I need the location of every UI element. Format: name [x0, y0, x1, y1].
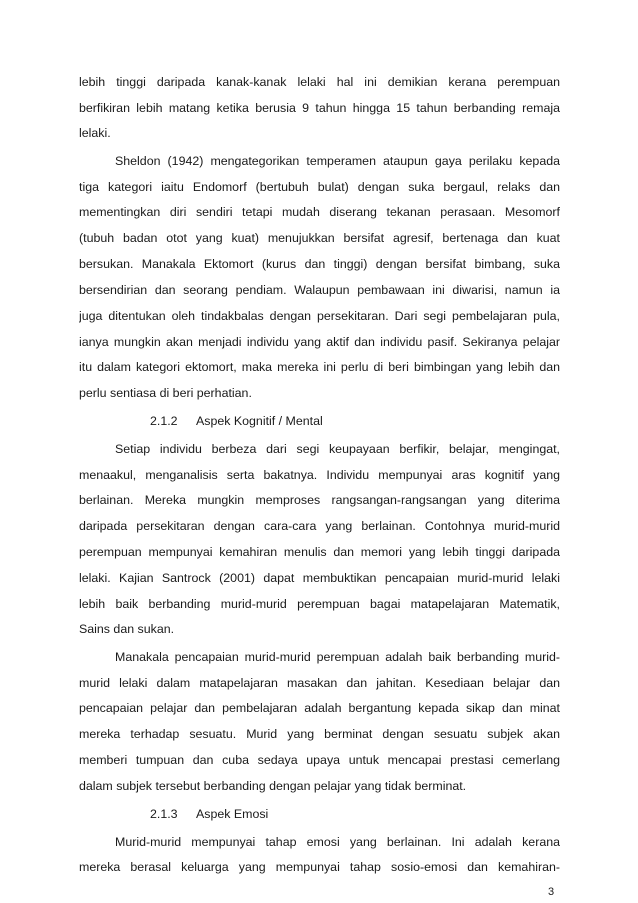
page-number: 3: [548, 886, 555, 898]
text-line: itu dalam kategori ektomort, maka mereka ini perlu di beri bimbingan yang lebih dan: [79, 360, 560, 374]
section-heading: [150, 803, 268, 825]
text-line: tiga kategori iaitu Endomorf (bertubuh bulat) dengan suka bergaul, relaks dan: [79, 180, 560, 194]
text-line: pencapaian pelajar dan pembelajaran adalah bergantung kepada sikap dan minat: [79, 701, 560, 715]
text-line: daripada persekitaran dengan cara-cara yang berlainan. Contohnya murid-murid: [79, 519, 560, 533]
text-line: juga ditentukan oleh tindakbalas dengan persekitaran. Dari segi pembelajaran pula,: [79, 309, 560, 323]
text-line: murid lelaki dalam matapelajaran masakan dan jahitan. Kesediaan belajar dan: [79, 676, 560, 690]
text-line: lelaki. Kajian Santrock (2001) dapat membuktikan pencapaian murid-murid lelaki: [79, 571, 560, 585]
section-heading: [150, 410, 323, 432]
text-line: (tubuh badan otot yang kuat) menujukkan bersifat agresif, bertenaga dan kuat: [79, 231, 560, 245]
text-line: lebih tinggi daripada kanak-kanak lelaki hal ini demikian kerana perempuan: [79, 75, 560, 89]
text-line: menaakul, menganalisis serta bakatnya. Individu mempunyai aras kognitif yang: [79, 468, 560, 482]
text-line: berfikiran lebih matang ketika berusia 9 tahun hingga 15 tahun berbanding remaja: [79, 101, 560, 115]
section-number: 2.1.2: [150, 414, 178, 428]
section-title: Aspek Emosi: [196, 807, 269, 821]
text-line: memberi tumpuan dan cuba sedaya upaya untuk mencapai prestasi cemerlang: [79, 753, 560, 767]
text-line: berlainan. Mereka mungkin memproses rangsangan-rangsangan yang diterima: [79, 493, 560, 507]
text-line: Manakala pencapaian murid-murid perempuan adalah baik berbanding murid-: [115, 650, 560, 664]
text-line: perlu sentiasa di beri perhatian.: [79, 386, 252, 400]
text-line: mereka berasal keluarga yang mempunyai tahap sosio-emosi dan kemahiran-: [79, 860, 560, 874]
text-line: perempuan mempunyai kemahiran menulis dan memori yang lebih tinggi daripada: [79, 545, 560, 559]
text-line: bersukan. Manakala Ektomort (kurus dan tinggi) dengan bersifat bimbang, suka: [79, 257, 560, 271]
text-line: bersendirian dan seorang pendiam. Walaupun pembawaan ini diwarisi, namun ia: [79, 283, 560, 297]
section-number: 2.1.3: [150, 807, 178, 821]
section-title: Aspek Kognitif / Mental: [196, 414, 323, 428]
text-line: Murid-murid mempunyai tahap emosi yang berlainan. Ini adalah kerana: [115, 835, 560, 849]
text-line: Setiap individu berbeza dari segi keupayaan berfikir, belajar, mengingat,: [115, 442, 560, 456]
text-line: Sheldon (1942) mengategorikan temperamen ataupun gaya perilaku kepada: [115, 154, 560, 168]
text-line: lelaki.: [79, 126, 111, 140]
text-line: mereka terhadap sesuatu. Murid yang berminat dengan sesuatu subjek akan: [79, 727, 560, 741]
text-line: ianya mungkin akan menjadi individu yang aktif dan individu pasif. Sekiranya pelajar: [79, 335, 560, 349]
text-line: dalam subjek tersebut berbanding dengan pelajar yang tidak berminat.: [79, 779, 467, 793]
text-line: mementingkan diri sendiri tetapi mudah diserang tekanan perasaan. Mesomorf: [79, 205, 560, 219]
text-line: lebih baik berbanding murid-murid perempuan bagai matapelajaran Matematik,: [79, 597, 560, 611]
text-line: Sains dan sukan.: [79, 622, 175, 636]
